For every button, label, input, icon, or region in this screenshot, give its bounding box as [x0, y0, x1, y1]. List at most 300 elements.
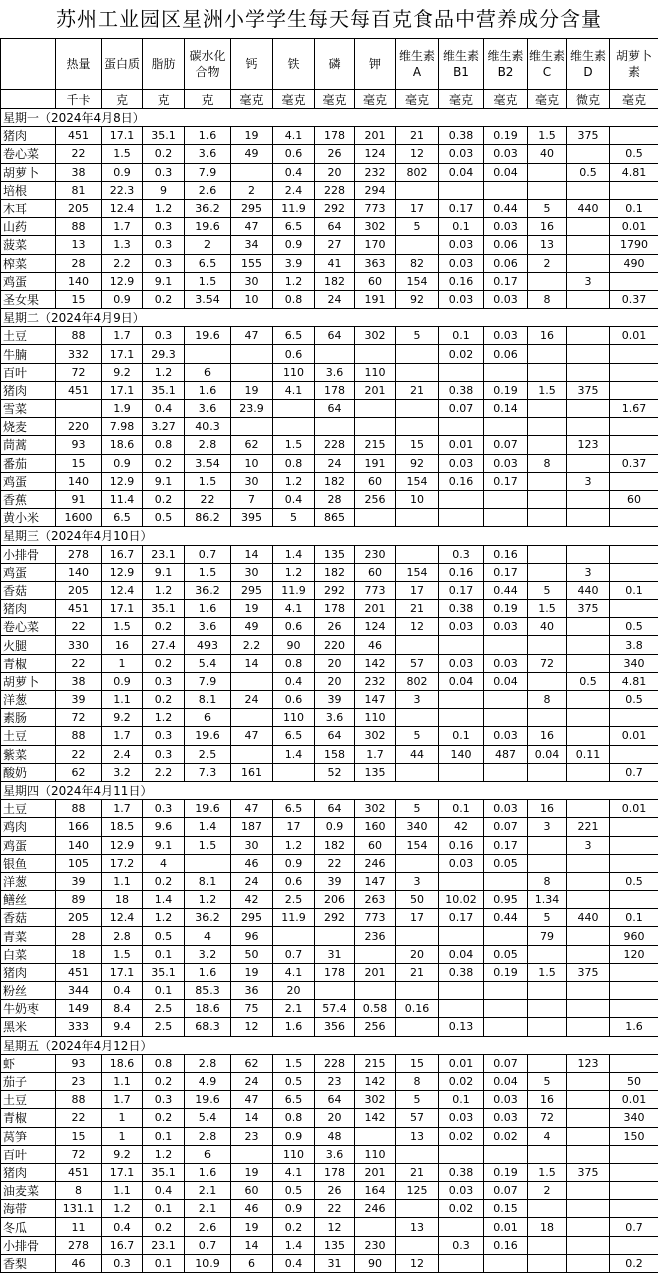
value-cell: 17.1	[102, 345, 143, 363]
value-cell: 12.4	[102, 199, 143, 217]
day-label: 星期五（2024年4月12日）	[1, 1036, 658, 1054]
value-cell	[610, 1163, 658, 1181]
value-cell: 215	[355, 1054, 396, 1072]
value-cell	[567, 327, 610, 345]
value-cell: 0.06	[484, 254, 528, 272]
value-cell: 92	[396, 290, 439, 308]
value-cell: 23	[231, 1127, 273, 1145]
value-cell: 221	[567, 818, 610, 836]
value-cell: 220	[56, 418, 102, 436]
value-cell: 35.1	[143, 1163, 185, 1181]
value-cell: 13	[396, 1127, 439, 1145]
table-row	[1, 636, 658, 654]
value-cell: 135	[355, 763, 396, 781]
value-cell: 64	[315, 218, 355, 236]
value-cell: 0.2	[610, 1254, 658, 1272]
table-row	[1, 163, 658, 181]
value-cell: 9.6	[143, 818, 185, 836]
value-cell: 79	[528, 927, 567, 945]
value-cell: 0.07	[484, 436, 528, 454]
value-cell	[484, 418, 528, 436]
value-cell: 0.04	[439, 163, 484, 181]
value-cell: 3.6	[315, 709, 355, 727]
value-cell: 0.03	[484, 727, 528, 745]
value-cell	[439, 418, 484, 436]
value-cell: 0.6	[273, 691, 315, 709]
value-cell: 0.04	[484, 1072, 528, 1090]
unit-cell: 毫克	[484, 90, 528, 109]
value-cell: 0.03	[484, 618, 528, 636]
value-cell: 62	[56, 763, 102, 781]
value-cell	[528, 272, 567, 290]
value-cell: 1.2	[185, 891, 231, 909]
value-cell: 20	[315, 163, 355, 181]
value-cell: 11.4	[102, 490, 143, 508]
value-cell: 0.03	[484, 1091, 528, 1109]
value-cell	[484, 490, 528, 508]
value-cell: 27	[315, 236, 355, 254]
value-cell: 2	[231, 181, 273, 199]
value-cell	[396, 1200, 439, 1218]
value-cell: 3.8	[610, 636, 658, 654]
value-cell: 230	[355, 545, 396, 563]
value-cell: 1.4	[273, 545, 315, 563]
value-cell: 0.07	[484, 1054, 528, 1072]
value-cell: 13	[56, 236, 102, 254]
value-cell: 13	[528, 236, 567, 254]
food-name-cell: 青椒	[1, 1109, 56, 1127]
value-cell: 340	[610, 654, 658, 672]
value-cell: 0.1	[143, 1200, 185, 1218]
table-row	[1, 963, 658, 981]
value-cell: 26	[315, 145, 355, 163]
value-cell	[567, 872, 610, 890]
value-cell: 205	[56, 581, 102, 599]
value-cell: 60	[355, 272, 396, 290]
value-cell: 75	[231, 1000, 273, 1018]
value-cell	[528, 709, 567, 727]
food-name-cell: 茼蒿	[1, 436, 56, 454]
header-cell: 热量	[56, 39, 102, 90]
value-cell: 332	[56, 345, 102, 363]
header-cell: 钙	[231, 39, 273, 90]
value-cell	[567, 927, 610, 945]
table-row	[1, 945, 658, 963]
table-row	[1, 509, 658, 527]
table-row	[1, 872, 658, 890]
header-cell: 钾	[355, 39, 396, 90]
value-cell: 292	[315, 199, 355, 217]
value-cell: 6.5	[185, 254, 231, 272]
value-cell: 356	[315, 1018, 355, 1036]
value-cell: 9.4	[102, 1018, 143, 1036]
table-row	[1, 1091, 658, 1109]
value-cell: 30	[231, 272, 273, 290]
value-cell: 6	[231, 1254, 273, 1272]
value-cell: 3.2	[185, 945, 231, 963]
value-cell: 0.3	[439, 1236, 484, 1254]
value-cell: 38	[56, 163, 102, 181]
value-cell: 215	[355, 436, 396, 454]
food-name-cell: 洋葱	[1, 691, 56, 709]
value-cell	[610, 854, 658, 872]
value-cell	[528, 836, 567, 854]
value-cell: 256	[355, 490, 396, 508]
value-cell	[528, 982, 567, 1000]
value-cell: 201	[355, 600, 396, 618]
value-cell: 802	[396, 672, 439, 690]
value-cell: 0.8	[273, 654, 315, 672]
value-cell: 0.1	[143, 945, 185, 963]
value-cell: 1.6	[185, 963, 231, 981]
value-cell: 1.5	[185, 563, 231, 581]
value-cell	[567, 218, 610, 236]
value-cell	[528, 363, 567, 381]
value-cell	[567, 618, 610, 636]
value-cell: 0.3	[143, 254, 185, 272]
value-cell: 14	[231, 545, 273, 563]
value-cell: 14	[231, 1109, 273, 1127]
day-label: 星期三（2024年4月10日）	[1, 527, 658, 545]
value-cell: 154	[396, 272, 439, 290]
value-cell	[610, 436, 658, 454]
table-row	[1, 418, 658, 436]
value-cell: 2.8	[102, 927, 143, 945]
food-name-cell: 鸡蛋	[1, 836, 56, 854]
value-cell	[315, 982, 355, 1000]
value-cell: 22	[315, 1200, 355, 1218]
table-row	[1, 290, 658, 308]
value-cell: 0.16	[439, 272, 484, 290]
value-cell: 0.1	[143, 1254, 185, 1272]
value-cell: 1.6	[185, 1163, 231, 1181]
value-cell: 21	[396, 127, 439, 145]
value-cell	[610, 818, 658, 836]
value-cell: 105	[56, 854, 102, 872]
value-cell: 205	[56, 199, 102, 217]
value-cell: 124	[355, 618, 396, 636]
value-cell: 0.01	[610, 800, 658, 818]
value-cell: 2.2	[102, 254, 143, 272]
value-cell: 1.7	[102, 727, 143, 745]
value-cell: 11.9	[273, 581, 315, 599]
value-cell: 36.2	[185, 909, 231, 927]
value-cell: 12	[396, 618, 439, 636]
table-body	[1, 39, 658, 1273]
value-cell: 278	[56, 545, 102, 563]
value-cell	[273, 418, 315, 436]
unit-cell: 克	[185, 90, 231, 109]
value-cell: 64	[315, 800, 355, 818]
value-cell	[355, 345, 396, 363]
value-cell: 0.44	[484, 909, 528, 927]
value-cell: 30	[231, 472, 273, 490]
value-cell	[396, 363, 439, 381]
value-cell: 1.1	[102, 691, 143, 709]
value-cell	[439, 1254, 484, 1272]
value-cell: 19.6	[185, 727, 231, 745]
value-cell: 340	[396, 818, 439, 836]
value-cell: 1.4	[273, 745, 315, 763]
value-cell: 278	[56, 1236, 102, 1254]
food-name-cell: 香菇	[1, 581, 56, 599]
value-cell	[439, 1000, 484, 1018]
table-row	[1, 1109, 658, 1127]
value-cell	[439, 181, 484, 199]
value-cell: 49	[231, 618, 273, 636]
value-cell: 1.6	[610, 1018, 658, 1036]
value-cell: 17.1	[102, 963, 143, 981]
table-row	[1, 727, 658, 745]
value-cell	[567, 290, 610, 308]
value-cell: 28	[56, 927, 102, 945]
value-cell: 15	[56, 1127, 102, 1145]
value-cell	[231, 163, 273, 181]
value-cell: 44	[396, 745, 439, 763]
value-cell: 0.3	[143, 745, 185, 763]
value-cell: 0.19	[484, 381, 528, 399]
value-cell: 22	[56, 145, 102, 163]
value-cell: 26	[315, 618, 355, 636]
value-cell: 246	[355, 1200, 396, 1218]
value-cell: 0.3	[143, 218, 185, 236]
value-cell	[610, 418, 658, 436]
value-cell: 36.2	[185, 199, 231, 217]
value-cell: 0.07	[484, 818, 528, 836]
value-cell: 18.6	[102, 1054, 143, 1072]
value-cell	[567, 763, 610, 781]
value-cell	[567, 636, 610, 654]
value-cell: 6.5	[273, 800, 315, 818]
value-cell: 0.3	[102, 1254, 143, 1272]
value-cell: 1.2	[273, 836, 315, 854]
value-cell	[610, 181, 658, 199]
value-cell: 42	[231, 891, 273, 909]
value-cell: 294	[355, 181, 396, 199]
value-cell: 0.3	[143, 327, 185, 345]
value-cell	[528, 1000, 567, 1018]
value-cell: 147	[355, 872, 396, 890]
value-cell	[567, 709, 610, 727]
value-cell: 2.5	[143, 1018, 185, 1036]
value-cell: 0.9	[315, 818, 355, 836]
value-cell: 1.5	[528, 381, 567, 399]
value-cell: 0.01	[610, 727, 658, 745]
value-cell	[528, 436, 567, 454]
header-row	[1, 39, 658, 90]
food-name-cell: 鸡肉	[1, 818, 56, 836]
value-cell: 0.03	[484, 327, 528, 345]
value-cell: 178	[315, 600, 355, 618]
food-name-cell: 菠菜	[1, 236, 56, 254]
table-row	[1, 745, 658, 763]
value-cell: 5	[396, 327, 439, 345]
value-cell: 440	[567, 581, 610, 599]
value-cell: 2.4	[273, 181, 315, 199]
day-header-row	[1, 309, 658, 327]
value-cell: 0.17	[439, 581, 484, 599]
table-row	[1, 600, 658, 618]
value-cell	[528, 163, 567, 181]
value-cell: 30	[231, 836, 273, 854]
value-cell: 0.3	[143, 163, 185, 181]
value-cell: 187	[231, 818, 273, 836]
value-cell: 0.5	[610, 691, 658, 709]
value-cell: 16	[528, 218, 567, 236]
value-cell: 7	[231, 490, 273, 508]
value-cell	[567, 1200, 610, 1218]
value-cell	[610, 509, 658, 527]
value-cell: 72	[528, 654, 567, 672]
value-cell: 11.9	[273, 909, 315, 927]
value-cell: 0.4	[143, 1182, 185, 1200]
value-cell: 0.44	[484, 581, 528, 599]
value-cell: 50	[610, 1072, 658, 1090]
value-cell: 1.5	[528, 1163, 567, 1181]
value-cell: 36.2	[185, 581, 231, 599]
value-cell: 8	[396, 1072, 439, 1090]
food-name-cell: 酸奶	[1, 763, 56, 781]
table-row	[1, 199, 658, 217]
value-cell: 228	[315, 181, 355, 199]
value-cell: 0.8	[143, 436, 185, 454]
value-cell: 6	[185, 1145, 231, 1163]
value-cell	[610, 345, 658, 363]
value-cell: 110	[273, 709, 315, 727]
value-cell: 142	[355, 654, 396, 672]
value-cell: 0.03	[439, 1109, 484, 1127]
value-cell	[484, 509, 528, 527]
value-cell	[610, 545, 658, 563]
value-cell: 4.1	[273, 381, 315, 399]
value-cell: 0.03	[484, 654, 528, 672]
value-cell	[567, 654, 610, 672]
value-cell: 375	[567, 1163, 610, 1181]
table-row	[1, 709, 658, 727]
value-cell	[439, 982, 484, 1000]
value-cell	[528, 672, 567, 690]
food-name-cell: 油麦菜	[1, 1182, 56, 1200]
value-cell	[439, 490, 484, 508]
value-cell: 5	[528, 909, 567, 927]
value-cell: 24	[231, 1072, 273, 1090]
table-row	[1, 909, 658, 927]
value-cell: 35.1	[143, 600, 185, 618]
value-cell: 1	[102, 1127, 143, 1145]
table-row	[1, 818, 658, 836]
value-cell	[528, 1054, 567, 1072]
food-name-cell: 虾	[1, 1054, 56, 1072]
value-cell: 26	[315, 1182, 355, 1200]
value-cell: 28	[56, 254, 102, 272]
value-cell	[396, 927, 439, 945]
value-cell: 1	[102, 1109, 143, 1127]
value-cell	[610, 1200, 658, 1218]
food-name-cell: 海带	[1, 1200, 56, 1218]
value-cell: 0.44	[484, 199, 528, 217]
value-cell	[484, 872, 528, 890]
value-cell: 228	[315, 1054, 355, 1072]
value-cell: 295	[231, 909, 273, 927]
value-cell: 4.1	[273, 963, 315, 981]
value-cell: 0.17	[484, 563, 528, 581]
value-cell	[610, 1182, 658, 1200]
value-cell: 31	[315, 945, 355, 963]
value-cell: 773	[355, 581, 396, 599]
table-row	[1, 1072, 658, 1090]
value-cell: 17.1	[102, 600, 143, 618]
value-cell: 0.13	[439, 1018, 484, 1036]
value-cell: 0.04	[484, 163, 528, 181]
table-row	[1, 1236, 658, 1254]
value-cell	[396, 418, 439, 436]
table-row	[1, 891, 658, 909]
value-cell	[396, 1236, 439, 1254]
value-cell: 86.2	[185, 509, 231, 527]
value-cell: 201	[355, 381, 396, 399]
value-cell: 0.03	[484, 145, 528, 163]
value-cell: 0.16	[396, 1000, 439, 1018]
value-cell: 0.2	[143, 454, 185, 472]
value-cell: 110	[355, 1145, 396, 1163]
value-cell: 2	[528, 254, 567, 272]
value-cell: 178	[315, 381, 355, 399]
value-cell	[484, 181, 528, 199]
table-row	[1, 654, 658, 672]
value-cell: 2.8	[185, 1054, 231, 1072]
value-cell	[231, 345, 273, 363]
food-name-cell: 牛腩	[1, 345, 56, 363]
value-cell	[484, 1145, 528, 1163]
value-cell	[355, 1127, 396, 1145]
value-cell: 22	[315, 854, 355, 872]
value-cell: 39	[56, 691, 102, 709]
value-cell: 0.03	[439, 236, 484, 254]
value-cell: 1.5	[528, 963, 567, 981]
value-cell: 960	[610, 927, 658, 945]
value-cell: 18.6	[102, 436, 143, 454]
value-cell: 8.4	[102, 1000, 143, 1018]
value-cell: 1.5	[185, 836, 231, 854]
value-cell: 0.03	[484, 218, 528, 236]
table-row	[1, 236, 658, 254]
value-cell	[439, 709, 484, 727]
value-cell: 1.7	[355, 745, 396, 763]
value-cell	[231, 745, 273, 763]
food-name-cell: 烧麦	[1, 418, 56, 436]
value-cell: 1	[102, 654, 143, 672]
value-cell: 1.7	[102, 327, 143, 345]
value-cell: 4.9	[185, 1072, 231, 1090]
value-cell: 451	[56, 600, 102, 618]
value-cell: 375	[567, 963, 610, 981]
food-name-cell: 圣女果	[1, 290, 56, 308]
value-cell: 40	[528, 618, 567, 636]
value-cell	[528, 490, 567, 508]
value-cell: 0.17	[439, 909, 484, 927]
value-cell: 0.03	[439, 290, 484, 308]
value-cell: 228	[315, 436, 355, 454]
value-cell	[610, 836, 658, 854]
value-cell: 12.9	[102, 472, 143, 490]
value-cell: 802	[396, 163, 439, 181]
value-cell: 7.9	[185, 163, 231, 181]
value-cell: 0.2	[143, 691, 185, 709]
food-name-cell: 鸡蛋	[1, 563, 56, 581]
value-cell	[567, 891, 610, 909]
value-cell: 160	[355, 818, 396, 836]
value-cell: 6.5	[273, 218, 315, 236]
